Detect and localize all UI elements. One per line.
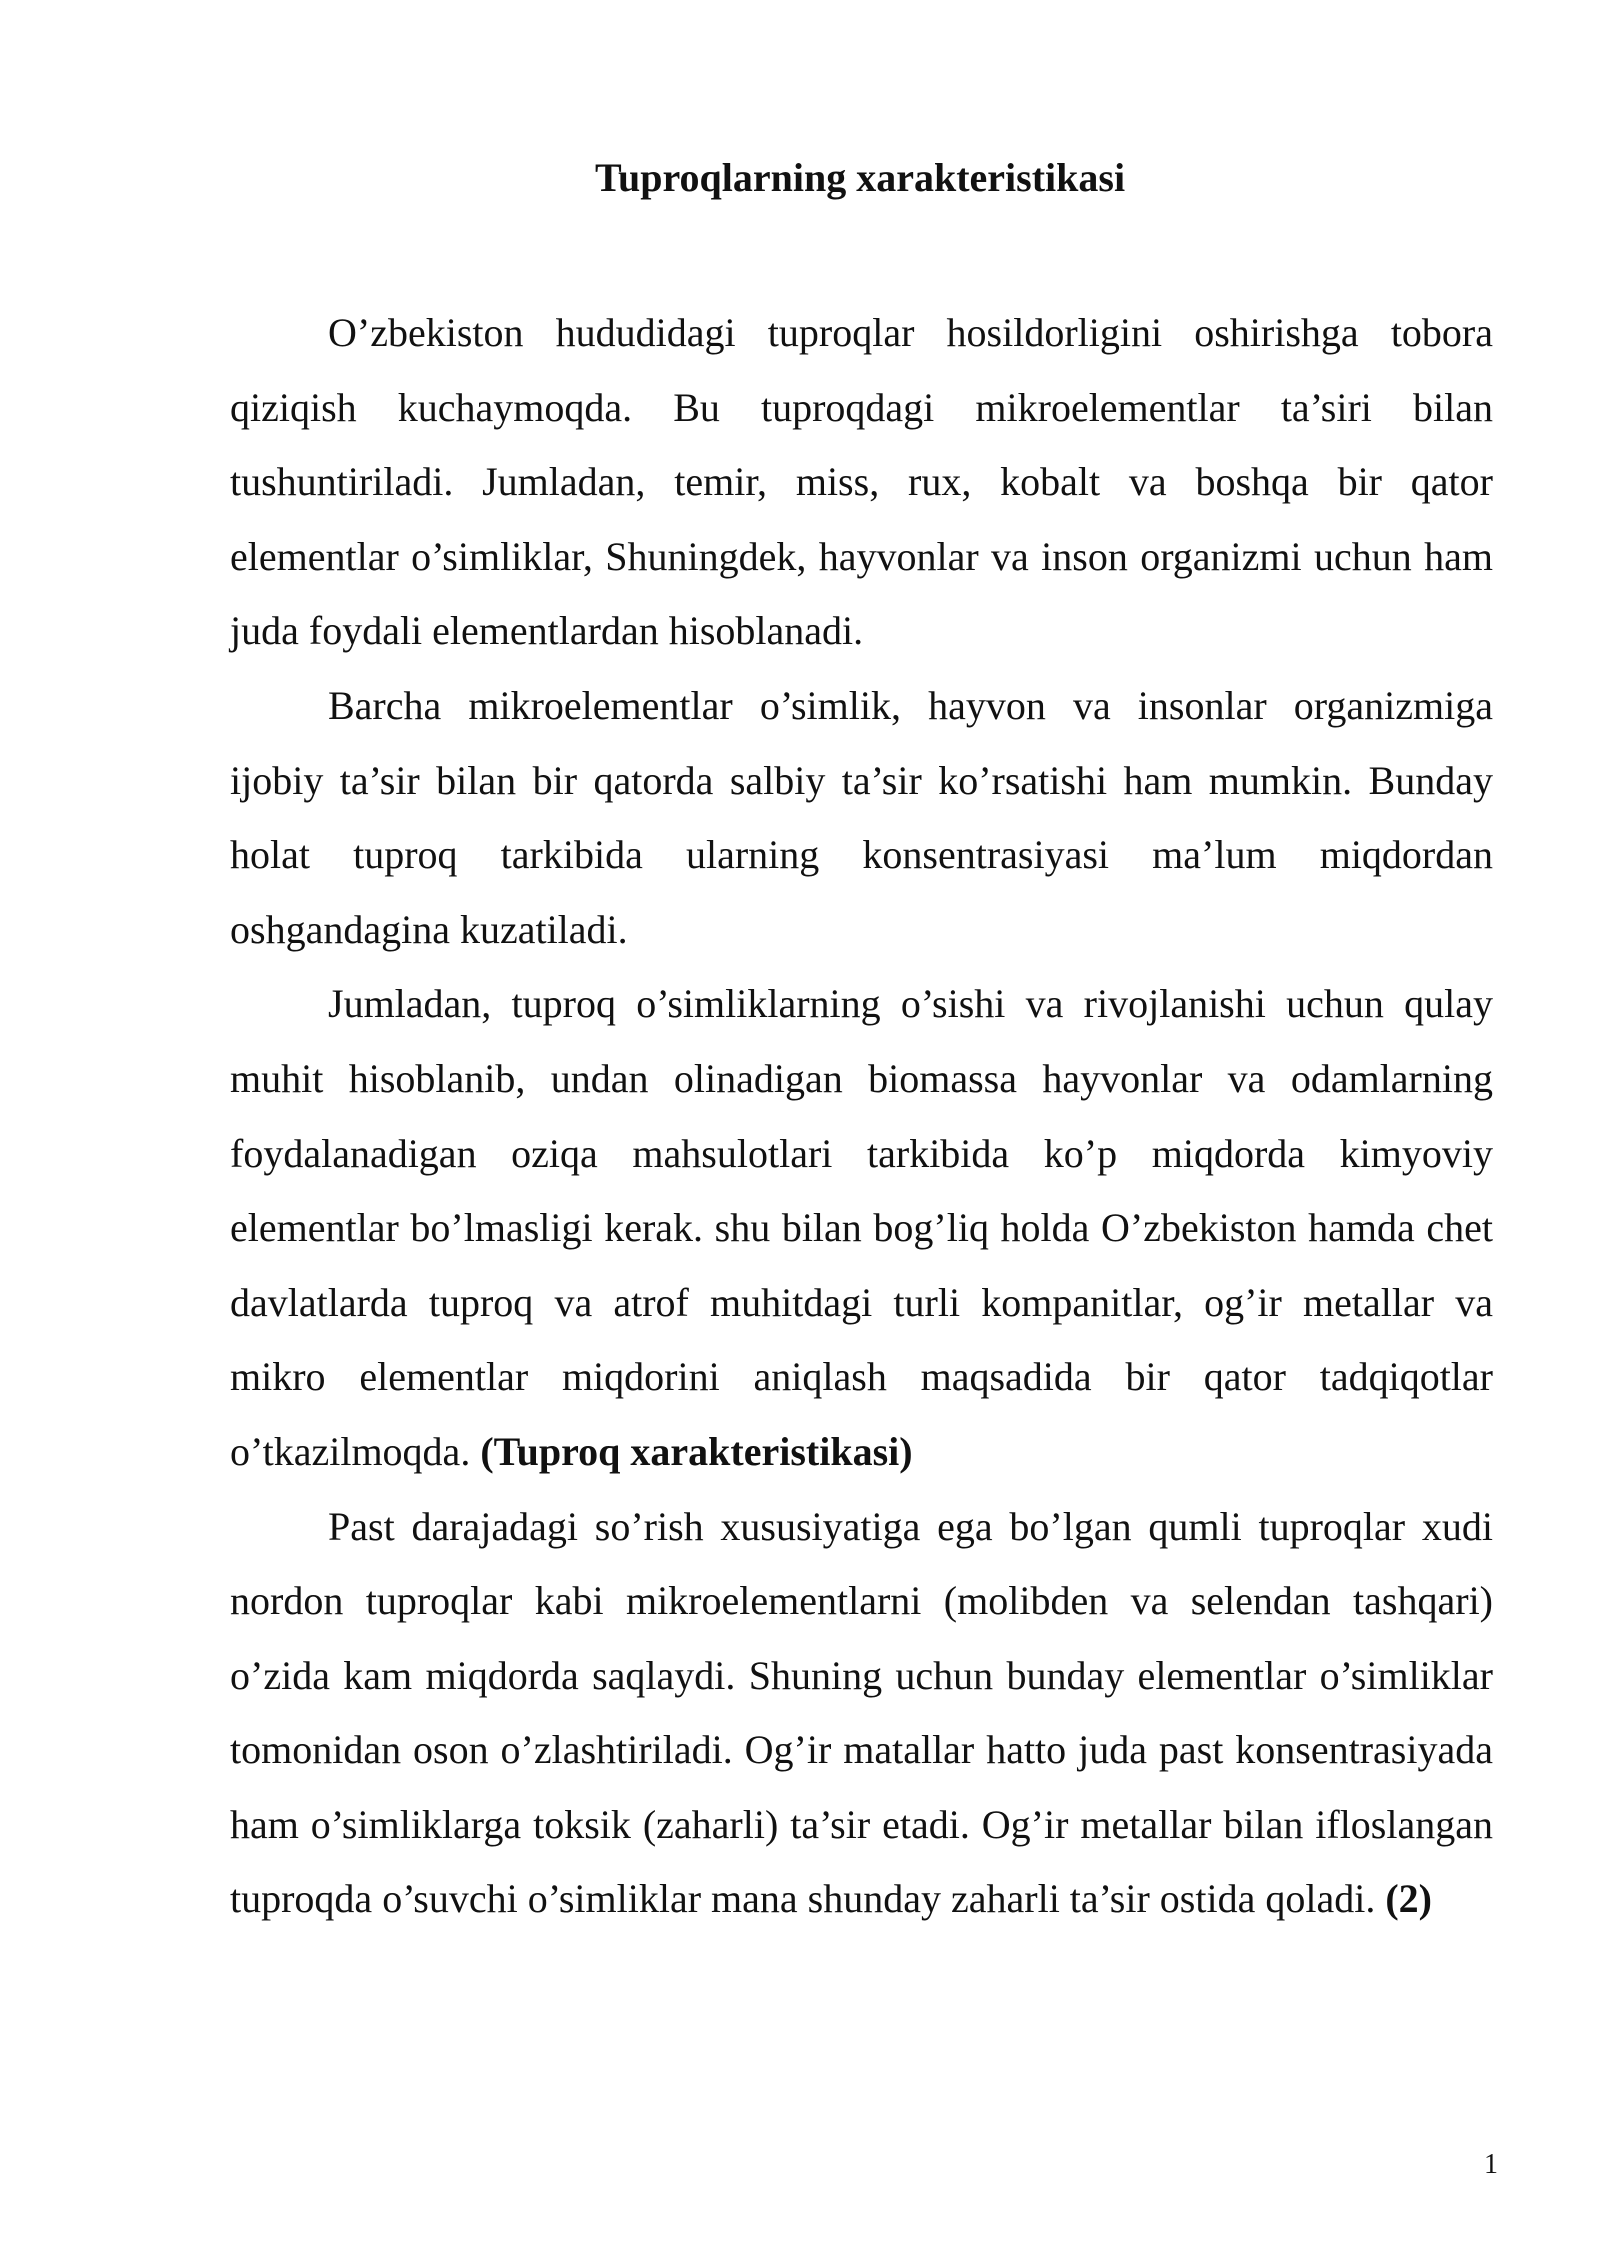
paragraph-4 [230,1490,1493,1938]
page-number: 1 [1484,2149,1498,2180]
paragraph-3-text: Jumladan, tuproq o’simliklarning o’sishi va rivojlanishi uchun qulay muhit hisoblanib, undan olinadigan biomassa hayvonlar va odamlarning foydalanadigan oziqa mahsulotlari tarkibida ko’p miqdorda kimyoviy elementlar bo’lmasligi kerak. shu bilan bog’liq holda O’zbekiston hamda chet davlatlarda tuproq va atrof muhitdagi turli kompanitlar, og’ir metallar va mikro elementlar miqdorini aniqlash maqsadida bir qator tadqiqotlar o’tkazilmoqda. [230,981,1493,1474]
paragraph-1-text: O’zbekiston hududidagi tuproqlar hosildorligini oshirishga tobora qiziqish kuchaymoqda. Bu tuproqdagi mikroelementlar ta’siri bilan tushuntiriladi. Jumladan, temir, miss, rux, kobalt va boshqa bir qator elementlar o’simliklar, Shuningdek, hayvonlar va inson organizmi uchun ham juda foydali elementlardan hisoblanadi. [230,310,1493,654]
paragraph-2 [230,669,1493,967]
paragraph-4-text: Past darajadagi so’rish xususiyatiga ega bo’lgan qumli tuproqlar xudi nordon tuproqlar kabi mikroelementlarni (molibden va selendan tashqari) o’zida kam miqdorda saqlaydi. Shuning uchun bunday elementlar o’simliklar tomonidan oson o’zlashtiriladi. Og’ir matallar hatto juda past konsentrasiyada ham o’simliklarga toksik (zaharli) ta’sir etadi. Og’ir metallar bilan ifloslangan tuproqda o’suvchi o’simliklar mana shunday zaharli ta’sir ostida qoladi. [230,1503,1493,1922]
document-body [230,296,1493,1937]
paragraph-3-citation: (Tuproq xarakteristikasi) [480,1428,913,1474]
paragraph-4-citation: (2) [1385,1876,1432,1922]
paragraph-3 [230,967,1493,1489]
document-title: Tuproqlarning xarakteristikasi [594,155,1126,200]
paragraph-1 [230,296,1493,669]
paragraph-2-text: Barcha mikroelementlar o’simlik, hayvon va insonlar organizmiga ijobiy ta’sir bilan bir qatorda salbiy ta’sir ko’rsatishi ham mumkin. Bunday holat tuproq tarkibida ularning konsentrasiyasi ma’lum miqdordan oshgandagina kuzatiladi. [230,682,1493,952]
